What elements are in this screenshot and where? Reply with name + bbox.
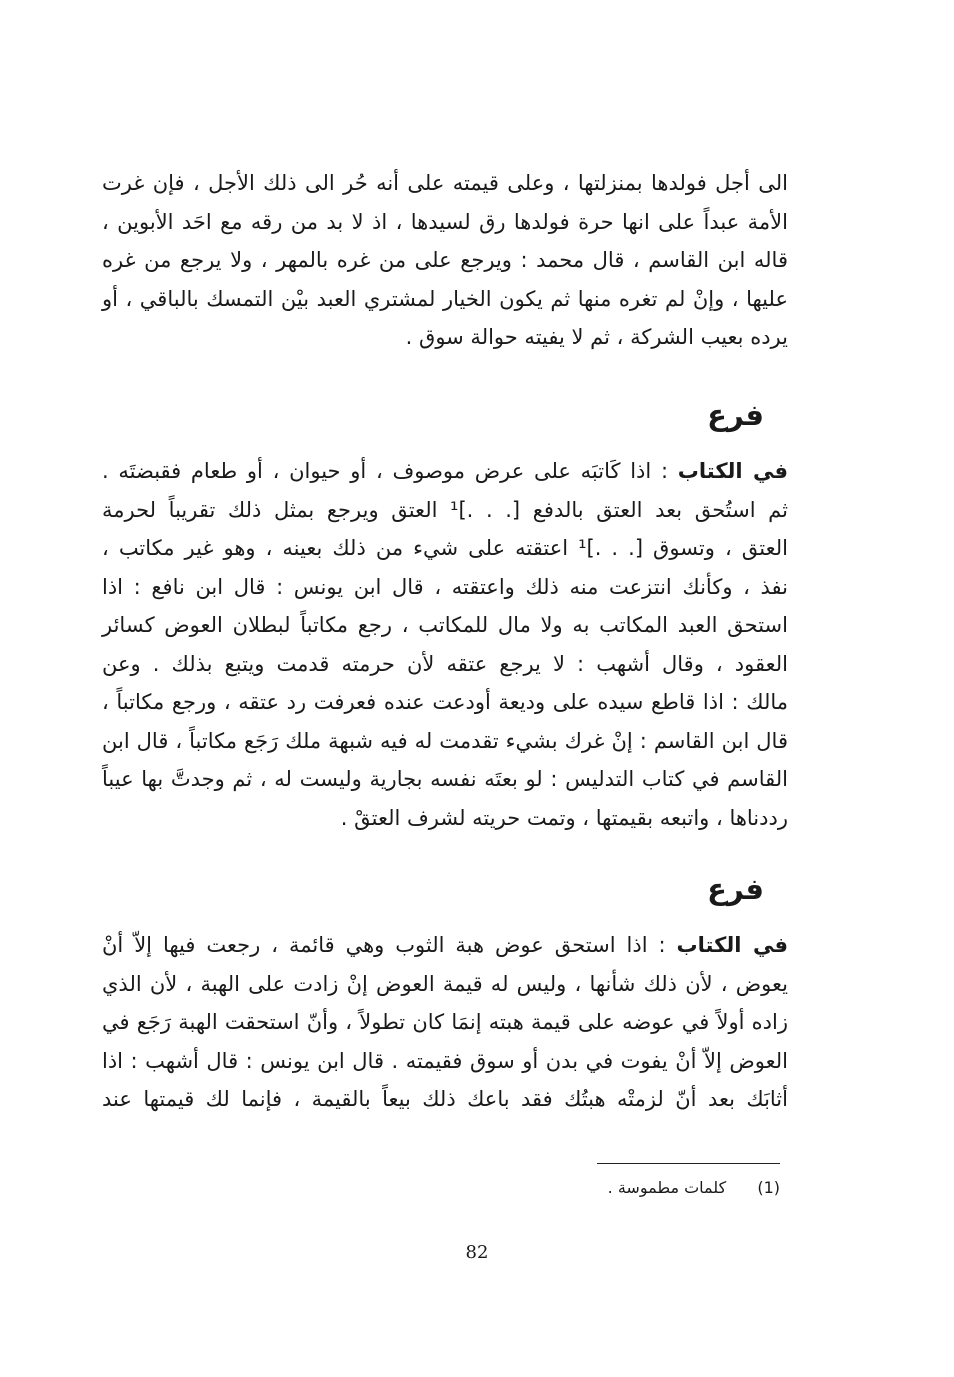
- text-line: القاسم في كتاب التدليس : لو بعتَه نفسه بجارية وليست له ، ثم وجدتَّ بها عيباً: [102, 767, 788, 791]
- text-line: زاده أولاً في عوضه على قيمة هبته إنمَا كان تطولاً ، وأنّ استحقت الهبة رَجَع في: [102, 1010, 788, 1034]
- text-line: العقود ، وقال أشهب : لا يرجع عتقه لأن حرمته قدمت ويتبع بذلك . وعن: [102, 651, 788, 676]
- text-line: عليها ، وإنْ لم تغره منها ثم يكون الخيار لمشتري العبد بيْن التمسك بالباقي ، أو: [102, 286, 788, 311]
- text-line-first: [102, 452, 788, 491]
- text-line: قال ابن القاسم : إنْ غرك بشيء تقدمت له فيه شبهة ملك رَجَع مكاتباً ، قال ابن: [102, 728, 788, 753]
- section-heading-2: فرع: [707, 872, 764, 906]
- text-line: يعوض ، لأن ذلك شأنها ، وليس له قيمة العوض إنْ زادت على الهبة ، لأن الذي: [102, 971, 788, 996]
- text-line: الأمة عبداً على انها حرة فولدها رق لسيدها ، اذ لا بد من رقه مع احَد الأبوين ،: [102, 209, 788, 234]
- text-line: استحق العبد المكاتب به ولا مال للمكاتب ، رجع مكاتباً لبطلان العوض كسائر: [102, 613, 788, 637]
- paragraph-lead-rest: : اذا استحق عوض هبة الثوب وهي قائمة ، رجعت فيها إلاّ أنْ: [102, 933, 677, 957]
- section-heading-1: فرع: [707, 398, 764, 432]
- paragraph-lead-rest: : اذا كَاتبَه على عرض موصوف ، أو حيوان ، أو طعام فقبضتَه .: [102, 459, 678, 483]
- text-line: أثابَك بعد أنّ لزمتْه هبتُك فقد باعك ذلك بيعاً بالقيمة ، فإنما لك قيمتها عند: [102, 1087, 788, 1111]
- text-line: العوض إلاّ أنْ يفوت في بدن أو سوق فقيمته . قال ابن يونس : قال أشهب : اذا: [102, 1048, 788, 1073]
- text-line: يرده بعيب الشركة ، ثم لا يفيته حوالة سوق .: [405, 325, 788, 349]
- paragraph-lead: في الكتاب: [676, 933, 788, 957]
- paragraph-lead: في الكتاب: [677, 459, 788, 483]
- text-line: العتق ، وتسوق [. . .]¹ اعتقته على شيء من ذلك بعينه ، وهو غير مكاتب ،: [102, 536, 788, 560]
- text-line: مالك : اذا قاطع سيده على وديعة أودعت عنده فعرفت رد عتقه ، ورجع مكاتباً ،: [102, 690, 788, 714]
- text-line: قاله ابن القاسم ، قال محمد : ويرجع على من غره بالمهر ، ولا يرجع من غره: [102, 248, 788, 272]
- footnote: [608, 1178, 780, 1197]
- footnote-divider: [597, 1163, 780, 1164]
- text-line: رددناها ، واتبعه بقيمتها ، وتمت حريته لشرف العتقْ .: [340, 805, 788, 830]
- page-number: 82: [465, 1242, 489, 1263]
- footnote-mark: (1): [757, 1178, 780, 1197]
- paragraph-1: [102, 164, 788, 357]
- footnote-text: كلمات مطموسة .: [607, 1178, 727, 1197]
- paragraph-3: [102, 926, 788, 1119]
- paragraph-2: [102, 452, 788, 837]
- text-line: الى أجل فولدها بمنزلتها ، وعلى قيمته على أنه حُر الى ذلك الأجل ، فإن غرت: [102, 171, 788, 195]
- text-line-first: [102, 926, 788, 965]
- text-line: ثم استُحق بعد العتق بالدفع [. . .]¹ العتق ويرجع بمثل ذلك تقريباً لحرمة: [102, 497, 788, 522]
- text-line: نفذ ، وكأنك انتزعت منه ذلك واعتقته ، قال ابن يونس : قال ابن نافع : اذا: [102, 574, 788, 599]
